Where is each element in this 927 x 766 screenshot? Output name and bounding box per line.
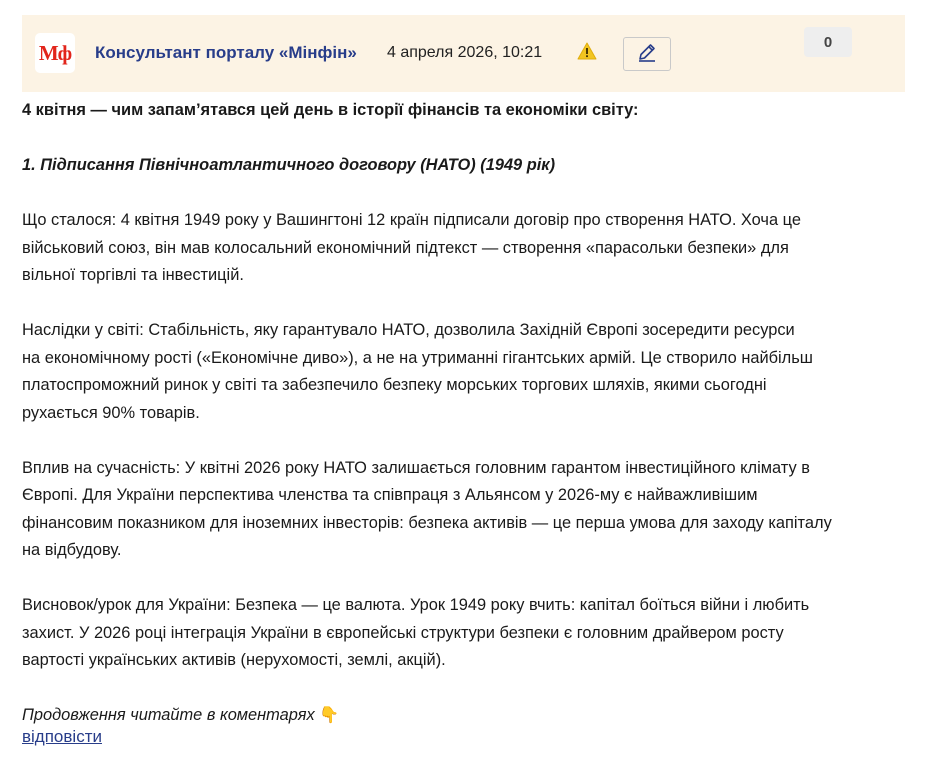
text-line: вільної торгівлі та інвестицій. bbox=[22, 266, 244, 284]
edit-button[interactable] bbox=[623, 37, 671, 71]
minfin-logo[interactable]: Мф bbox=[35, 33, 75, 73]
text-line: Наслідки у світі: Стабільність, яку гарантувало НАТО, дозволила Західній Європі зосередити ресурси bbox=[22, 321, 795, 339]
pencil-edit-icon bbox=[636, 41, 658, 68]
continue-note bbox=[22, 702, 905, 730]
pointing-down-icon: 👇 bbox=[319, 707, 340, 724]
text-line: вартості українських активів (нерухомості, землі, акцій). bbox=[22, 651, 446, 669]
post-subheading: 1. Підписання Північноатлантичного договору (НАТО) (1949 рік) bbox=[22, 156, 556, 174]
paragraph-consequences bbox=[22, 317, 905, 427]
text-line: рухається 90% товарів. bbox=[22, 403, 200, 422]
paragraph-conclusion bbox=[22, 592, 905, 675]
paragraph-modern-impact bbox=[22, 455, 905, 565]
rating-counter[interactable]: 0 bbox=[804, 27, 852, 57]
text-line: Що сталося: 4 квітня 1949 року у Вашингтоні 12 країн підписали договір про створення НАТО. Хоча це bbox=[22, 211, 801, 229]
author-link[interactable]: Консультант порталу «Мінфін» bbox=[95, 43, 357, 62]
text-line: військовий союз, він мав колосальний економічний підтекст — створення «парасольки безпеки» для bbox=[22, 238, 789, 257]
text-line: фінансовим показником для іноземних інвесторів: безпека активів — це перша умова для заходу капіталу bbox=[22, 513, 832, 532]
paragraph-what-happened bbox=[22, 207, 905, 290]
text-line: Вплив на сучасність: У квітні 2026 року НАТО залишається головним гарантом інвестиційного клімату в bbox=[22, 458, 810, 477]
text-line: Висновок/урок для України: Безпека — це валюта. Урок 1949 року вчить: капітал боїться війни і любить bbox=[22, 596, 810, 614]
text-line: на відбудову. bbox=[22, 541, 122, 559]
continue-text: Продовження читайте в коментарях bbox=[22, 706, 315, 724]
text-line: захист. У 2026 році інтеграція України в європейські структури безпеки є головним драйвером росту bbox=[22, 623, 784, 642]
text-line: Європі. Для України перспектива членства та співпраця з Альянсом у 2026-му є найважливішим bbox=[22, 486, 758, 504]
text-line: на економічному рості («Економічне диво»), а не на утриманні гігантських армій. Це створило найбільш bbox=[22, 348, 813, 367]
reply-link[interactable]: відповісти bbox=[22, 727, 102, 746]
text-line: платоспроможний ринок у світі та забезпечило безпеку морських торгових шляхів, якими сьогодні bbox=[22, 376, 767, 394]
warning-icon[interactable] bbox=[577, 42, 597, 60]
post-heading: 4 квітня — чим запам’ятався цей день в історії фінансів та економіки світу: bbox=[22, 101, 639, 119]
forum-post bbox=[22, 15, 905, 746]
post-header bbox=[22, 15, 905, 92]
post-body bbox=[22, 97, 905, 730]
post-date: 4 апреля 2026, 10:21 bbox=[387, 44, 543, 61]
